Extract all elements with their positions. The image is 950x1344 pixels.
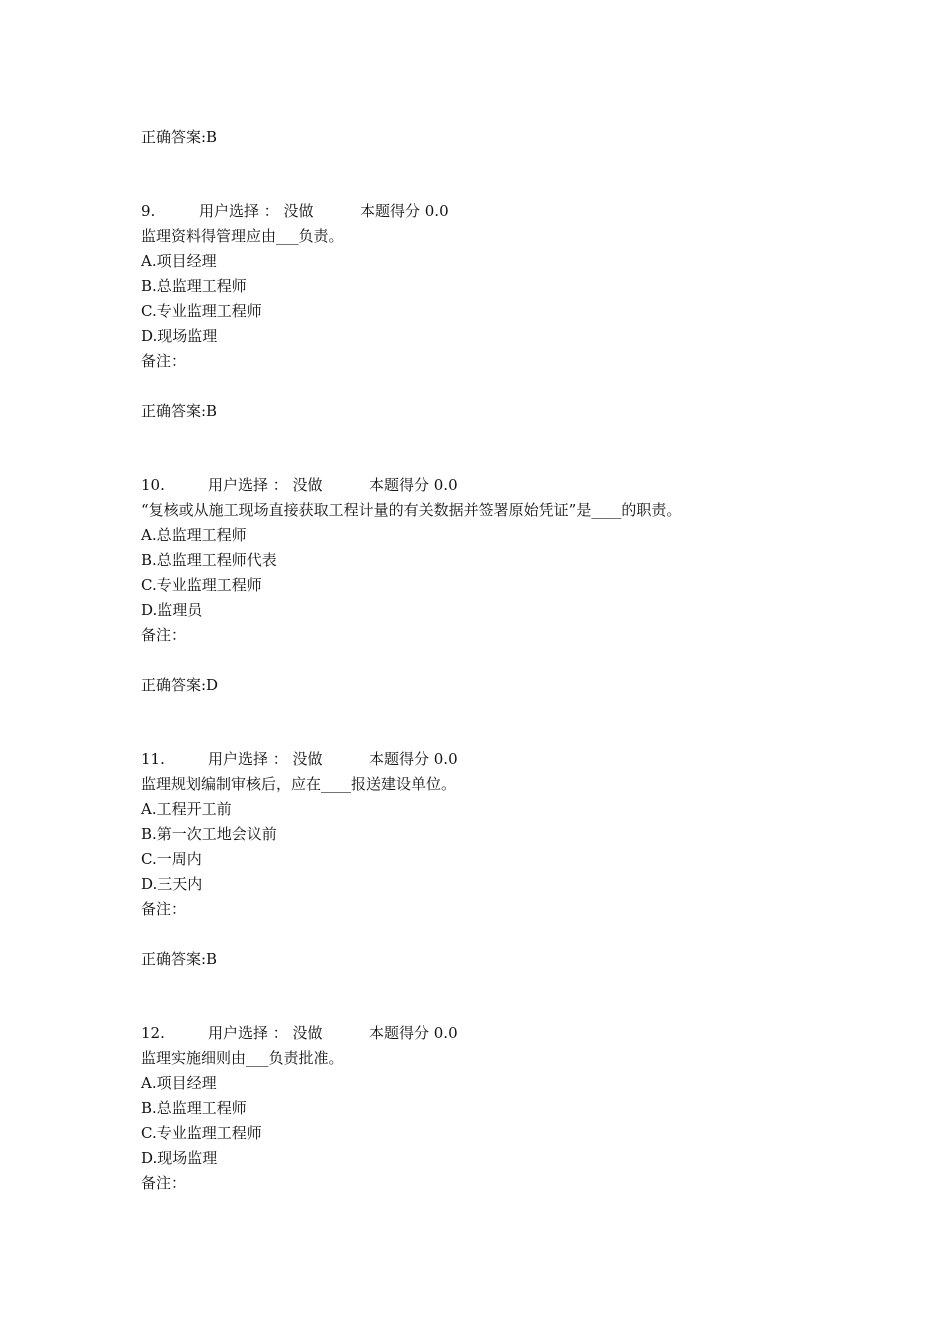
question-score: 本题得分 0.0: [369, 476, 458, 494]
question-stem: 监理规划编制审核后，应在____报送建设单位。: [141, 775, 457, 793]
option-b: B.第一次工地会议前: [141, 825, 277, 843]
option-d: D.监理员: [141, 601, 203, 619]
user-choice: 用户选择 ： 没做: [208, 1024, 323, 1042]
correct-answer: 正确答案:D: [141, 676, 219, 694]
question-number: 9.: [141, 202, 156, 220]
option-c: C.专业监理工程师: [141, 1124, 262, 1142]
question-header: [141, 201, 449, 221]
option-b: B.总监理工程师: [141, 1099, 247, 1117]
option-b: B.总监理工程师代表: [141, 551, 277, 569]
question-stem: 监理资料得管理应由___负责。: [141, 227, 344, 245]
option-a: A.项目经理: [141, 252, 217, 270]
user-choice: 用户选择 ： 没做: [199, 202, 314, 220]
question-score: 本题得分 0.0: [360, 202, 449, 220]
question-stem: 监理实施细则由___负责批准。: [141, 1049, 344, 1067]
question-stem: “复核或从施工现场直接获取工程计量的有关数据并签署原始凭证”是____的职责。: [141, 501, 682, 519]
note-label: 备注：: [141, 626, 187, 644]
correct-answer: 正确答案:B: [141, 402, 218, 420]
note-label: 备注：: [141, 900, 187, 918]
question-score: 本题得分 0.0: [369, 1024, 458, 1042]
question-score: 本题得分 0.0: [369, 750, 458, 768]
question-number: 12.: [141, 1024, 165, 1042]
option-c: C.专业监理工程师: [141, 576, 262, 594]
user-choice: 用户选择 ： 没做: [208, 476, 323, 494]
option-a: A.项目经理: [141, 1074, 217, 1092]
option-d: D.现场监理: [141, 327, 218, 345]
note-label: 备注：: [141, 1174, 187, 1192]
question-header: [141, 1023, 458, 1043]
option-a: A.总监理工程师: [141, 526, 247, 544]
option-a: A.工程开工前: [141, 800, 232, 818]
note-label: 备注：: [141, 352, 187, 370]
question-header: [141, 475, 458, 495]
option-b: B.总监理工程师: [141, 277, 247, 295]
question-number: 10.: [141, 476, 165, 494]
question-number: 11.: [141, 750, 165, 768]
user-choice: 用户选择 ： 没做: [208, 750, 323, 768]
option-d: D.现场监理: [141, 1149, 218, 1167]
option-c: C.一周内: [141, 850, 202, 868]
correct-answer: 正确答案:B: [141, 128, 218, 146]
option-c: C.专业监理工程师: [141, 302, 262, 320]
correct-answer: 正确答案:B: [141, 950, 218, 968]
option-d: D.三天内: [141, 875, 203, 893]
question-header: [141, 749, 458, 769]
